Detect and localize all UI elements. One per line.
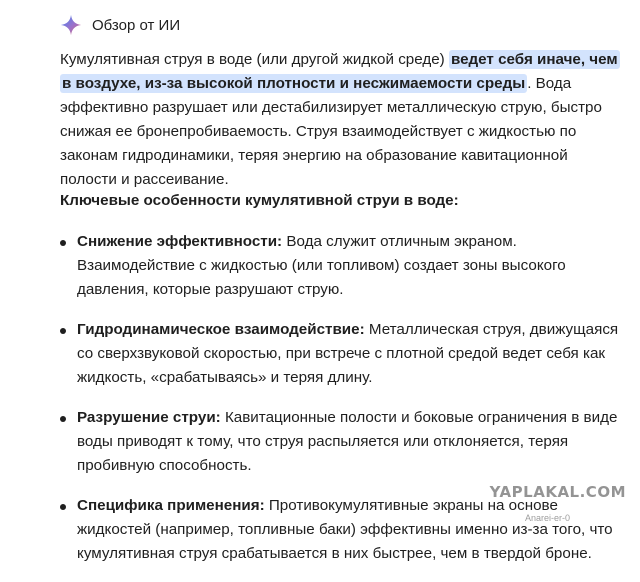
bullet-icon xyxy=(60,416,66,422)
item-text: Металлическая струя, движущаяся со сверхзвуковой скоростью, при встрече с плотной средой ведет себя как жидкость, «срабатываясь» и теряя длину. xyxy=(77,321,619,386)
bullet-icon xyxy=(60,328,66,334)
item-term: Гидродинамическое взаимодействие: xyxy=(77,321,365,338)
list-item xyxy=(60,406,620,478)
bullet-icon xyxy=(60,240,66,246)
watermark-sub: Anarei-er-0 xyxy=(524,513,570,523)
item-term: Снижение эффективности: xyxy=(77,233,283,250)
list-item xyxy=(60,318,620,390)
bullet-icon xyxy=(60,504,66,510)
features-list xyxy=(60,230,620,582)
ai-overview-header xyxy=(60,14,180,36)
watermark-logo: YAPLAKAL.COM xyxy=(489,483,626,501)
intro-text-end: . Вода эффективно разрушает или дестабилизирует металлическую струю, быстро снижая ее бронепробиваемость. Струя взаимодействует с жидкостью по законам гидродинамики, теряя энергию на образование кавитационной полости и рассеивание. xyxy=(60,75,602,188)
list-item xyxy=(60,494,620,566)
item-term: Разрушение струи: xyxy=(77,409,221,426)
gemini-spark-icon xyxy=(60,14,82,36)
section-heading: Ключевые особенности кумулятивной струи в воде: xyxy=(60,192,459,209)
ai-overview-title: Обзор от ИИ xyxy=(92,16,181,34)
intro-paragraph xyxy=(60,48,620,192)
item-text: Противокумулятивные экраны на основе жидкостей (например, топливные баки) эффективны именно из-за того, что кумулятивная струя срабатывается в них быстрее, чем в твердой броне. xyxy=(77,497,613,562)
item-text: Кавитационные полости и боковые ограничения в виде воды приводят к тому, что струя распыляется или отклоняется, теряя пробивную способность. xyxy=(77,409,618,474)
intro-highlight[interactable]: ведет себя иначе, чем в воздухе, из-за высокой плотности и несжимаемости среды xyxy=(62,51,618,92)
list-item xyxy=(60,230,620,302)
item-text: Вода служит отличным экраном. Взаимодействие с жидкостью (или топливом) создает зоны высокого давления, которые разрушают струю. xyxy=(77,233,566,298)
item-term: Специфика применения: xyxy=(77,497,265,514)
intro-text-start: Кумулятивная струя в воде (или другой жидкой среде) xyxy=(60,51,449,68)
